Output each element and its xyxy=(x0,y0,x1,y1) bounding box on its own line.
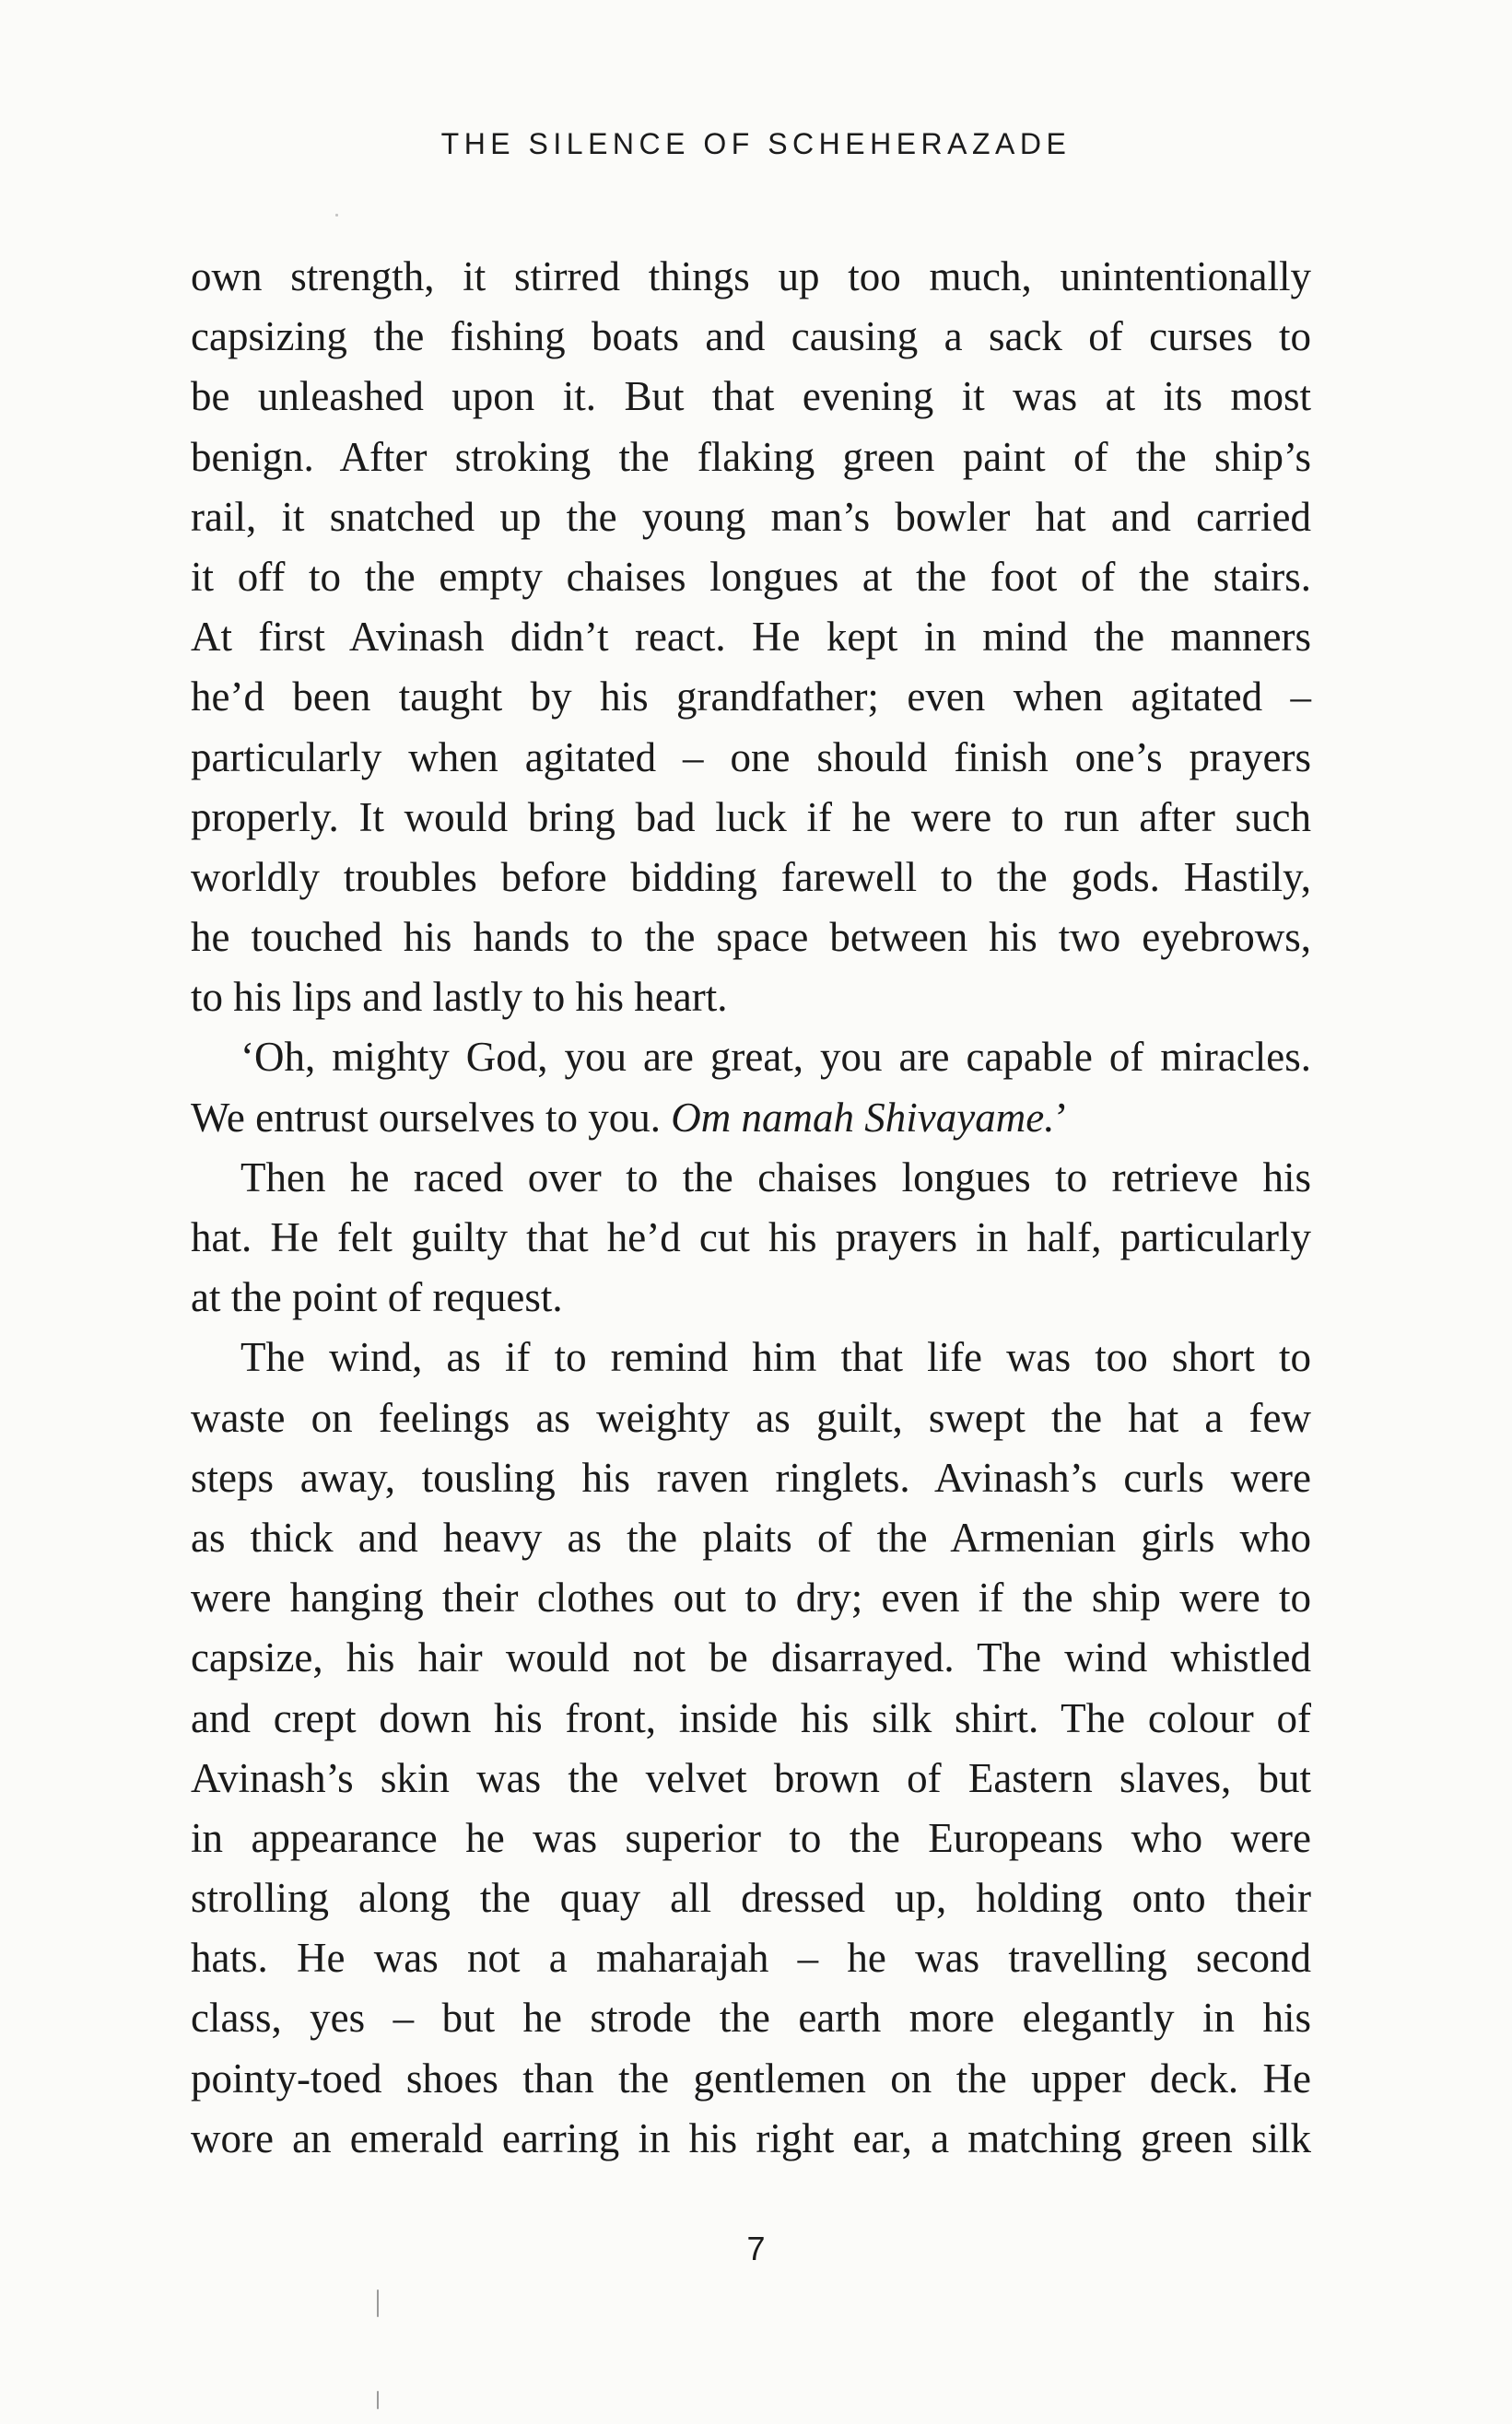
text-line: strolling along the quay all dressed up, holding onto their xyxy=(191,1875,1311,1922)
text-line: were hanging their clothes out to dry; even if the ship were to xyxy=(191,1575,1311,1622)
text-line: be unleashed upon it. But that evening it was at its most xyxy=(191,373,1311,420)
scan-speck xyxy=(377,2289,379,2317)
text-line: steps away, tousling his raven ringlets. Avinash’s curls were xyxy=(191,1454,1311,1501)
text-fragment: ’ xyxy=(1054,1094,1069,1141)
text-line: hat. He felt guilty that he’d cut his prayers in half, particularly xyxy=(191,1214,1311,1260)
text-line: capsize, his hair would not be disarrayed. The wind whistled xyxy=(191,1634,1311,1681)
text-line: hats. He was not a maharajah – he was travelling second xyxy=(191,1935,1311,1982)
text-line: At first Avinash didn’t react. He kept in mind the manners xyxy=(191,614,1311,661)
italic-phrase: Om namah Shivayame. xyxy=(671,1094,1055,1141)
text-line: benign. After stroking the flaking green paint of the ship’s xyxy=(191,433,1311,480)
text-line: own strength, it stirred things up too much, unintentionally xyxy=(191,253,1311,299)
text-line: capsizing the fishing boats and causing a sack of curses to xyxy=(191,313,1311,360)
text-line: properly. It would bring bad luck if he were to run after such xyxy=(191,793,1311,840)
text-line: and crept down his front, inside his silk shirt. The colour of xyxy=(191,1694,1311,1741)
text-line: he touched his hands to the space between his two eyebrows, xyxy=(191,914,1311,961)
text-line: ‘Oh, mighty God, you are great, you are capable of miracles. xyxy=(240,1034,1311,1081)
text-line xyxy=(191,1088,1311,1148)
scan-speck xyxy=(335,214,338,217)
running-head: THE SILENCE OF SCHEHERAZADE xyxy=(440,127,1072,160)
text-line: it off to the empty chaises longues at the foot of the stairs. xyxy=(191,553,1311,600)
text-line: The wind, as if to remind him that life was too short to xyxy=(240,1334,1311,1381)
text-line: waste on feelings as weighty as guilt, swept the hat a few xyxy=(191,1394,1311,1441)
text-line: in appearance he was superior to the Europeans who were xyxy=(191,1814,1311,1861)
scan-speck xyxy=(377,2391,379,2409)
text-line: he’d been taught by his grandfather; even when agitated – xyxy=(191,673,1311,720)
body-text xyxy=(191,247,1311,2169)
text-line: Then he raced over to the chaises longues to retrieve his xyxy=(240,1153,1311,1200)
text-fragment: We entrust ourselves to you. xyxy=(191,1094,672,1141)
text-line: to his lips and lastly to his heart. xyxy=(191,974,728,1021)
text-line: at the point of request. xyxy=(191,1274,563,1321)
text-line: particularly when agitated – one should finish one’s prayers xyxy=(191,733,1311,780)
text-line: Avinash’s skin was the velvet brown of Eastern slaves, but xyxy=(191,1754,1311,1801)
text-line: class, yes – but he strode the earth more elegantly in his xyxy=(191,1995,1311,2042)
text-line: as thick and heavy as the plaits of the Armenian girls who xyxy=(191,1514,1311,1561)
text-line: rail, it snatched up the young man’s bowler hat and carried xyxy=(191,493,1311,540)
text-line: pointy-toed shoes than the gentlemen on the upper deck. He xyxy=(191,2055,1311,2102)
page-number: 7 xyxy=(746,2230,766,2267)
text-line: worldly troubles before bidding farewell to the gods. Hastily, xyxy=(191,853,1311,900)
text-line: wore an emerald earring in his right ear, a matching green silk xyxy=(191,2114,1311,2161)
